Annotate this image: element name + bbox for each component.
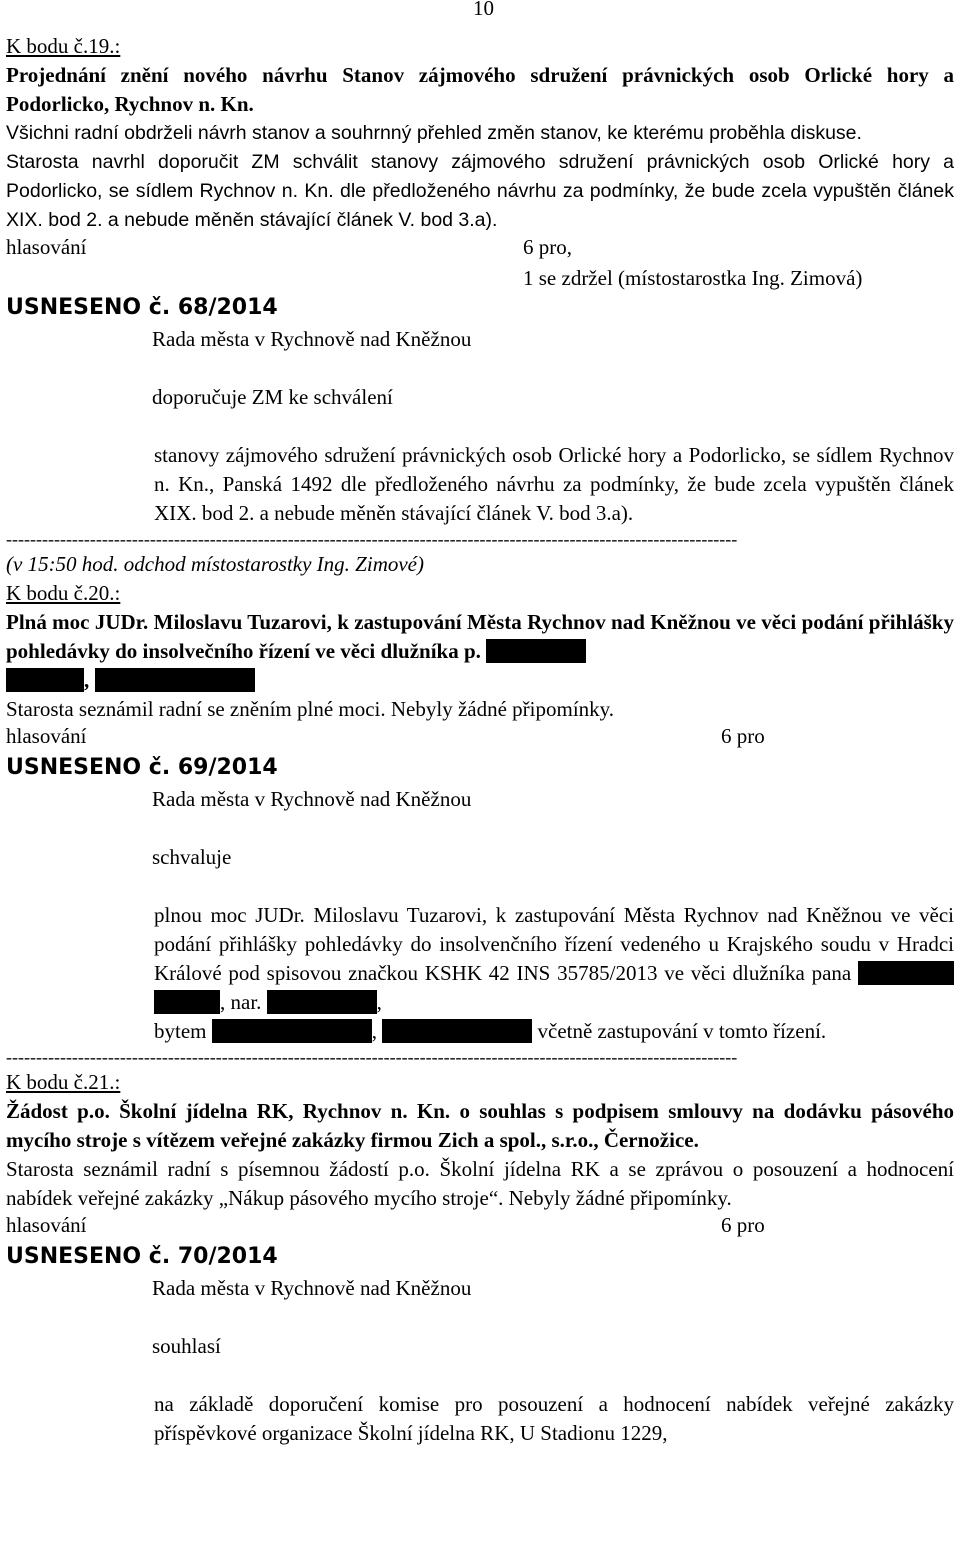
resolution-number: USNESENO č. 68/2014	[6, 295, 278, 320]
page-number: 10	[473, 0, 494, 20]
redacted-block	[154, 990, 220, 1014]
item21-title: Žádost p.o. Školní jídelna RK, Rychnov n. Kn. o souhlas s podpisem smlouvy na dodávku pásového mycího stroje s vítězem veřejné zakázky firmou Zich a spol., s.r.o., Černožice.	[6, 1099, 954, 1152]
item20-body: Starosta seznámil radní se zněním plné moci. Nebyly žádné připomínky.	[6, 697, 615, 721]
item20-heading: K bodu č.20.:	[6, 581, 121, 605]
redacted-block	[267, 990, 377, 1014]
resolution-verb: doporučuje ZM ke schválení	[152, 385, 393, 409]
item20-title-text: Plná moc JUDr. Miloslavu Tuzarovi, k zastupování Města Rychnov nad Kněžnou ve věci podání přihlášky pohledávky do insolvečního řízení ve věci dlužníka p.	[6, 610, 954, 663]
born-label: , nar.	[220, 990, 262, 1014]
council-name: Rada města v Rychnově nad Kněžnou	[152, 327, 472, 351]
item21-vote	[6, 1213, 954, 1242]
separator-line: --------------------------------------------------------------------------------------------------------------------------	[6, 529, 738, 549]
vote-result: 6 pro	[721, 1213, 765, 1237]
vote-result: 6 pro	[721, 724, 765, 748]
item19-vote	[6, 235, 954, 264]
document-page	[6, 0, 954, 1448]
redacted-block	[212, 1019, 372, 1043]
resolution-end: včetně zastupování v tomto řízení.	[532, 1019, 827, 1043]
redacted-block	[858, 961, 954, 985]
item19-heading: K bodu č.19.:	[6, 34, 121, 58]
comma: ,	[376, 990, 382, 1014]
resolution-verb: souhlasí	[152, 1334, 221, 1358]
item19-body-p2: Starosta navrhl doporučit ZM schválit stanovy zájmového sdružení právnických osob Orlické hory a Podorlicko, se sídlem Rychnov n. Kn. dle předloženého návrhu za podmínky, že bude zcela vypuštěn článek XIX. bod 2. a nebude měněn stávající článek V. bod 3.a).	[6, 151, 954, 231]
council-name: Rada města v Rychnově nad Kněžnou	[152, 787, 472, 811]
vote-label: hlasování	[6, 724, 87, 748]
redacted-block	[95, 668, 255, 692]
resolution-verb: schvaluje	[152, 845, 232, 869]
separator-line: --------------------------------------------------------------------------------------------------------------------------	[6, 1047, 738, 1067]
resolution-text	[154, 901, 954, 1046]
comma: ,	[371, 1019, 377, 1043]
resolution-text-main: plnou moc JUDr. Miloslavu Tuzarovi, k zastupování Města Rychnov nad Kněžnou ve věci podání přihlášky pohledávky do insolvenčního řízení vedeného u Krajského soudu v Hradci Králové pod spisovou značkou KSHK 42 INS 35785/2013 ve věci dlužníka pana	[154, 903, 954, 985]
item20-title	[6, 608, 954, 695]
redacted-block	[382, 1019, 532, 1043]
resolution-text: na základě doporučení komise pro posouzení a hodnocení nabídek veřejné zakázky příspěvkové organizace Školní jídelna RK, U Stadionu 1229,	[154, 1392, 954, 1445]
vote-label: hlasování	[6, 235, 87, 259]
item20-vote	[6, 724, 954, 753]
council-name: Rada města v Rychnově nad Kněžnou	[152, 1276, 472, 1300]
redacted-block	[6, 668, 84, 692]
item19-body-p1: Všichni radní obdrželi návrh stanov a souhrnný přehled změn stanov, ke kterému proběhla diskuse.	[6, 122, 862, 144]
resolution-text: stanovy zájmového sdružení právnických osob Orlické hory a Podorlicko, se sídlem Rychnov n. Kn., Panská 1492 dle předloženého návrhu za podmínky, že bude zcela vypuštěn článek XIX. bod 2. a nebude měněn stávající článek V. bod 3.a).	[154, 443, 954, 525]
resolution-number: USNESENO č. 69/2014	[6, 755, 278, 780]
item21-heading: K bodu č.21.:	[6, 1070, 121, 1094]
bytem-label: bytem	[154, 1019, 207, 1043]
vote-label: hlasování	[6, 1213, 87, 1237]
redacted-block	[486, 639, 586, 663]
resolution-number: USNESENO č. 70/2014	[6, 1244, 278, 1269]
comma: ,	[84, 668, 90, 692]
vote-result: 6 pro,	[523, 235, 572, 259]
departure-note: (v 15:50 hod. odchod místostarostky Ing. Zimové)	[6, 552, 424, 576]
vote-abstain: 1 se zdržel (místostarostka Ing. Zimová)	[523, 266, 863, 290]
item19-title: Projednání znění nového návrhu Stanov zájmového sdružení právnických osob Orlické hory a Podorlicko, Rychnov n. Kn.	[6, 63, 954, 116]
item21-body: Starosta seznámil radní s písemnou žádostí p.o. Školní jídelna RK a se zprávou o posouzení a hodnocení nabídek veřejné zakázky „Nákup pásového mycího stroje“. Nebyly žádné připomínky.	[6, 1157, 954, 1210]
